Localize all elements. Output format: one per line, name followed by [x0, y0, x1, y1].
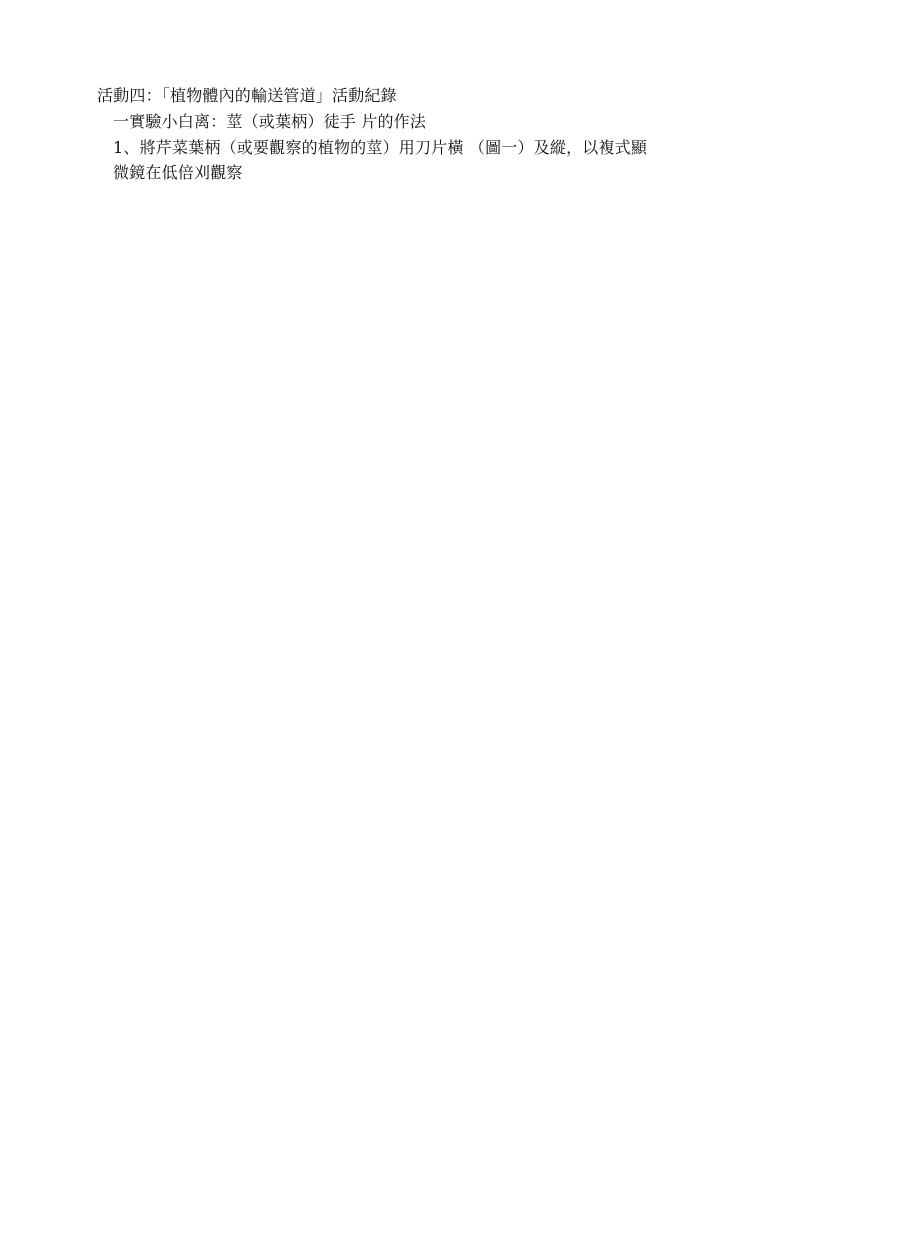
step1-line1: 1、將芹菜葉柄（或要觀察的植物的莖）用刀片橫 （圖一）及縱，以複式顯 [113, 138, 648, 157]
section1-heading: 一實驗小白离：莖（或葉柄）徒手 片的作法 [113, 112, 427, 131]
step1-line2: 微鏡在低倍刈觀察 [113, 163, 243, 182]
document-title: 活動四：「植物體內的輸送管道」活動紀錄 [97, 86, 397, 105]
